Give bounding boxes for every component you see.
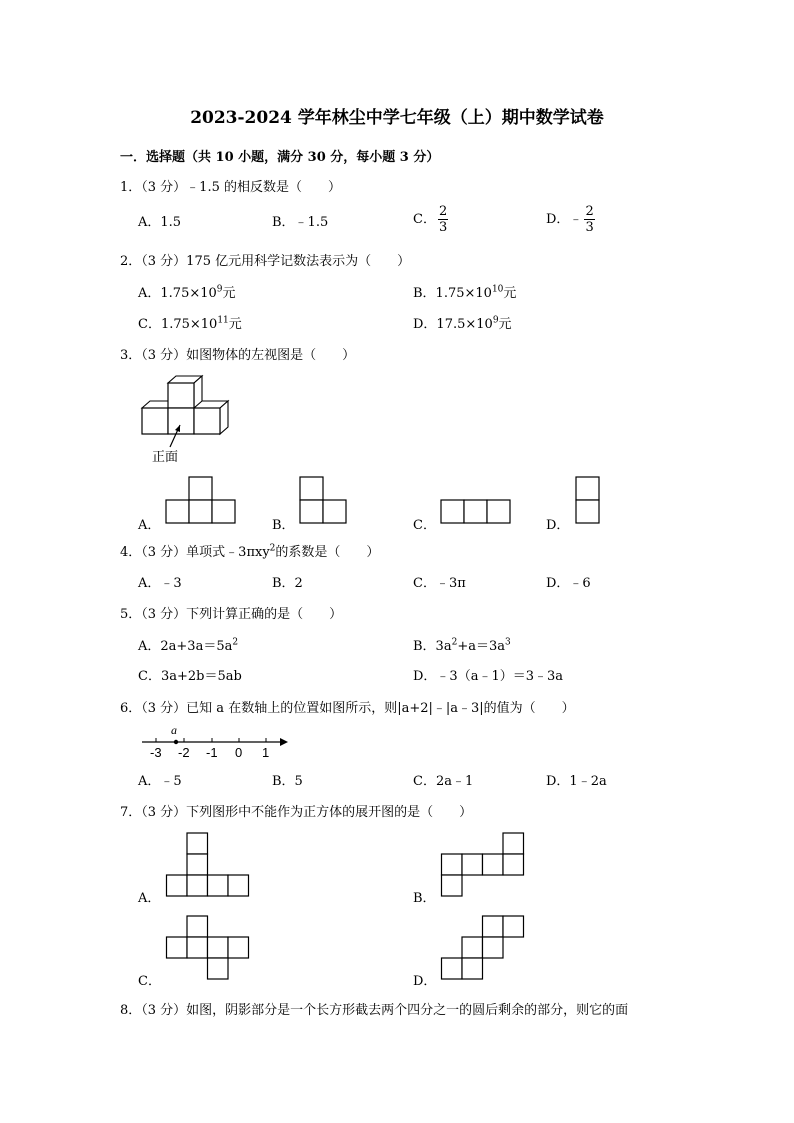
q2-option-b: B．$1.75\times 10^{10}$元 [413, 284, 517, 301]
q4-option-a: A．﹣3 [138, 576, 182, 591]
q6-option-c: C．2a﹣1 [413, 774, 474, 789]
q5-option-c: C．3a+2b＝5ab [138, 669, 242, 684]
point-a [174, 740, 178, 744]
q6-option-a: A．﹣5 [138, 774, 182, 789]
section-heading: 一．选择题（共 10 小题，满分 30 分，每小题 3 分） [120, 150, 440, 165]
fraction: $\frac{2}{3}$ [438, 204, 448, 235]
tick-label: -3 [150, 745, 162, 760]
question-2-stem: 2．（3 分）175 亿元用科学记数法表示为（ ） [120, 254, 411, 269]
q1-option-d: D．﹣ $\frac{2}{3}$ [546, 204, 594, 235]
q3-option-c: C． [413, 518, 436, 533]
question-1-stem: 1．（3 分）﹣1.5 的相反数是（ ） [120, 180, 341, 195]
q2-option-c: C．$1.75\times 10^{11}$元 [138, 315, 242, 332]
q1-option-c: C． $\frac{2}{3}$ [413, 204, 448, 235]
q7-option-b: B． [413, 891, 436, 906]
q3-option-c-figure [441, 499, 513, 525]
q3-option-a-figure [166, 476, 238, 524]
q3-option-b-figure [300, 476, 350, 524]
point-a-label: a [171, 723, 177, 737]
q6-number-line [140, 722, 290, 760]
tick-label: 0 [235, 745, 243, 760]
q5-option-b: B．$3a^2+a=3a^3$ [413, 637, 511, 654]
q4-option-b: B．2 [272, 576, 303, 591]
q5-option-a: A．$2a+3a=5a^2$ [138, 637, 239, 654]
q6-option-b: B．5 [272, 774, 303, 789]
q1-option-b: B．﹣1.5 [272, 215, 329, 230]
tick-label: 1 [262, 745, 270, 760]
q4-option-d: D．﹣6 [546, 576, 591, 591]
q3-option-d-figure [576, 476, 602, 524]
q1-option-a: A．1.5 [138, 215, 182, 230]
q7-option-d: D． [413, 974, 437, 989]
q7-option-a-net [166, 832, 252, 898]
q2-option-d: D．$17.5\times 10^9$元 [413, 315, 512, 332]
question-7-stem: 7．（3 分）下列图形中不能作为正方体的展开图的是（ ） [120, 805, 473, 820]
q3-option-a: A． [138, 518, 161, 533]
page-title: 2023-2024 学年林尘中学七年级（上）期中数学试卷 [190, 108, 604, 128]
q7-option-c-net [166, 915, 252, 981]
tick-label: -2 [178, 745, 190, 760]
question-5-stem: 5．（3 分）下列计算正确的是（ ） [120, 607, 343, 622]
tick-label: -1 [206, 745, 218, 760]
q7-option-a: A． [138, 891, 161, 906]
question-8-stem: 8．（3 分）如图，阴影部分是一个长方形截去两个四分之一的圆后剩余的部分，则它的面 [120, 1003, 629, 1018]
q7-option-d-net [441, 915, 527, 981]
fraction: $\frac{2}{3}$ [585, 204, 594, 235]
front-label: 正面 [152, 450, 179, 465]
question-4-stem: 4．（3 分）单项式﹣3πxy$^2$的系数是（ ） [120, 543, 380, 560]
q3-option-d: D． [546, 518, 570, 533]
q7-option-b-net [441, 832, 527, 898]
question-3-stem: 3．（3 分）如图物体的左视图是（ ） [120, 348, 356, 363]
question-6-stem: 6．（3 分）已知 a 在数轴上的位置如图所示，则|a+2|﹣|a﹣3|的值为（ ） [120, 701, 575, 716]
q5-option-d: D．﹣3（a﹣1）＝3﹣3a [413, 669, 564, 684]
q6-option-d: D．1﹣2a [546, 774, 607, 789]
q7-option-c: C． [138, 974, 161, 989]
q2-option-a: A．$1.75\times 10^9$元 [138, 284, 236, 301]
q4-option-c: C．﹣3π [413, 576, 466, 591]
q3-solid-figure [140, 375, 240, 440]
q3-option-b: B． [272, 518, 295, 533]
